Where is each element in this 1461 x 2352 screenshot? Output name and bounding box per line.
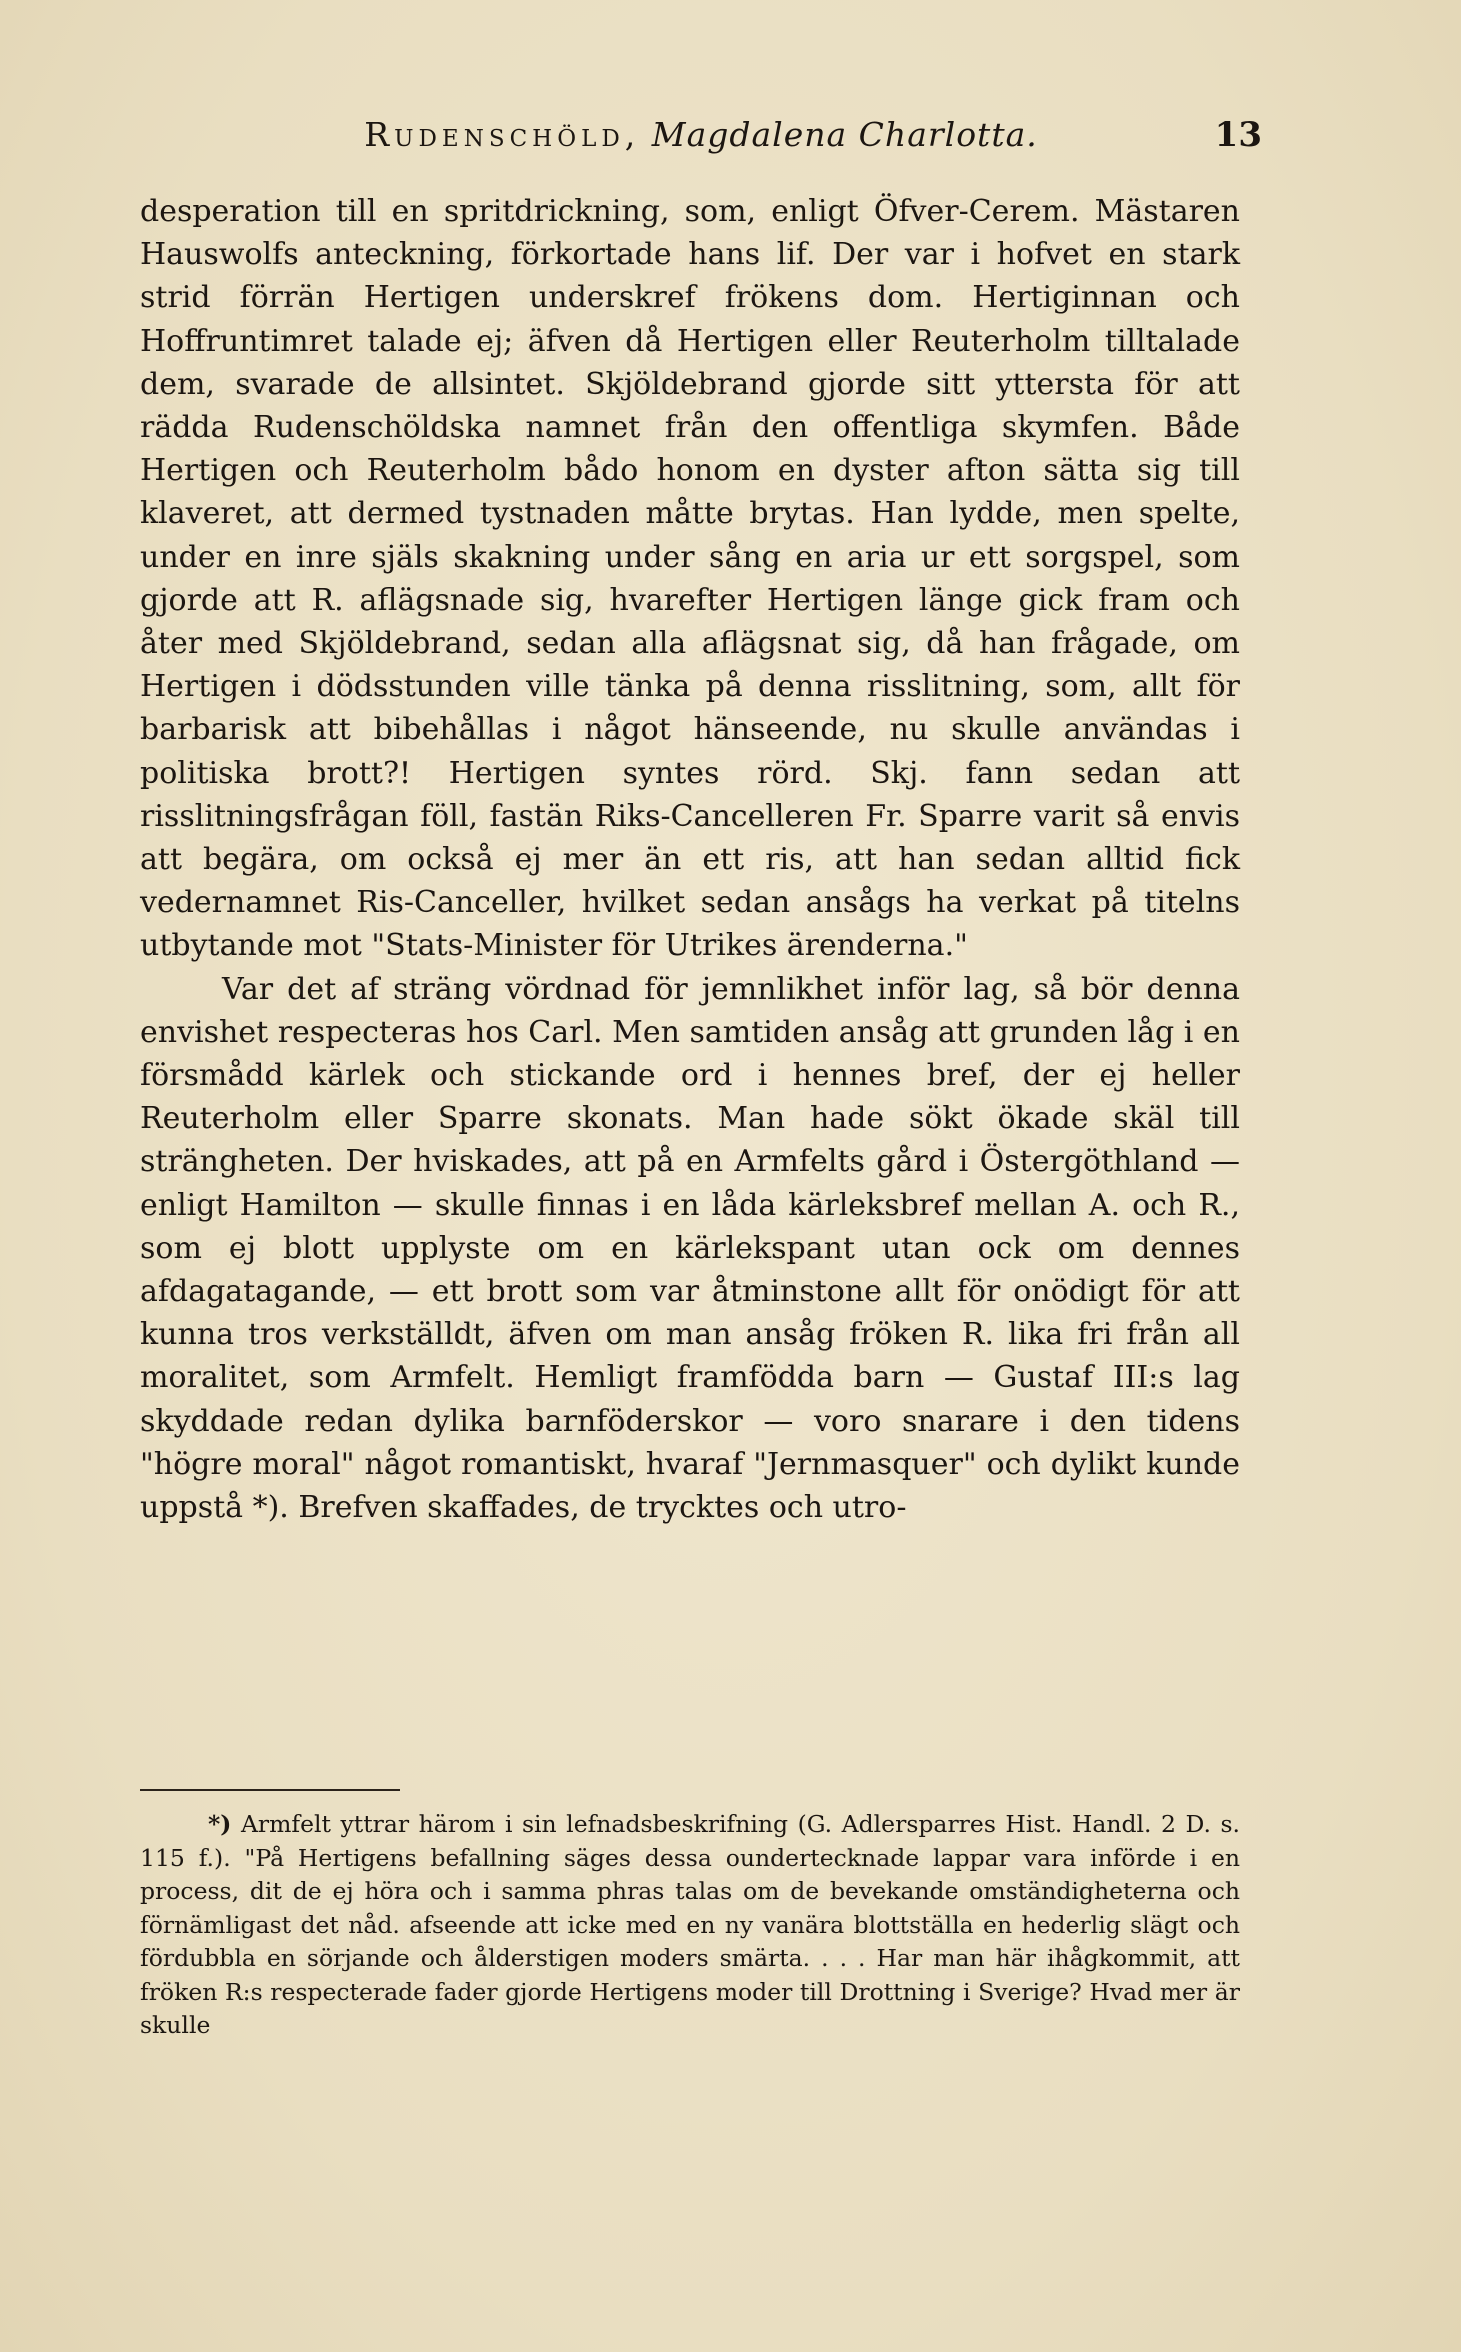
running-head-given-name: Magdalena Charlotta. (651, 115, 1038, 154)
body-text (140, 190, 1240, 1529)
page-number: 13 (1214, 115, 1262, 155)
footnote-divider (140, 1789, 400, 1791)
page-header (140, 115, 1262, 171)
running-head (140, 115, 1262, 154)
footnote-text: Armfelt yttrar härom i sin lefnadsbeskrifning (G. Adlersparres Hist. Handl. 2 D. s. 115 f.). "På Hertigens befallning säges dessa oundertecknade lappar vara införde i en process, dit de ej höra och i samma phras talas om de bevekande omständigheterna och förnämligast det nåd. afseende att icke med en ny vanära blottställa en hederlig slägt och fördubbla en sörjande och ålderstigen moders smärta. . . . Har man här ihågkommit, att fröken R:s respecterade fader gjorde Hertigens moder till Drottning i Sverige? Hvad mer är skulle (140, 1810, 1240, 2039)
body-paragraph-2: Var det af sträng vördnad för jemnlikhet inför lag, så bör denna envishet respecteras hos Carl. Men samtiden ansåg att grunden låg i en försmådd kärlek och stickande ord i hennes bref, der ej heller Reuterholm eller Sparre skonats. Man hade sökt ökade skäl till strängheten. Der hviskades, att på en Armfelts gård i Östergöthland — enligt Hamilton — skulle finnas i en låda kärleksbref mellan A. och R., som ej blott upplyste om en kärlekspant utan ock om dennes afdagatagande, — ett brott som var åtminstone allt för onödigt för att kunna tros verkställdt, äfven om man ansåg fröken R. lika fri från all moralitet, som Armfelt. Hemligt framfödda barn — Gustaf III:s lag skyddade redan dylika barnföderskor — voro snarare i den tidens "högre moral" något romantiskt, hvaraf "Jernmasquer" och dylikt kunde uppstå *). Brefven skaffades, de trycktes och utro- (140, 971, 1240, 1526)
footnote-marker: *) (208, 1810, 232, 1838)
footnote (140, 1808, 1240, 2043)
body-paragraph-1: desperation till en spritdrickning, som, enligt Öfver-Cerem. Mästaren Hauswolfs anteckning, förkortade hans lif. Der var i hofvet en stark strid förrän Hertigen underskref frökens dom. Hertiginnan och Hoffruntimret talade ej; äfven då Hertigen eller Reuterholm tilltalade dem, svarade de allsintet. Skjöldebrand gjorde sitt yttersta för att rädda Rudenschöldska namnet från den offentliga skymfen. Både Hertigen och Reuterholm bådo honom en dyster afton sätta sig till klaveret, att dermed tystnaden måtte brytas. Han lydde, men spelte, under en inre själs skakning under sång en aria ur ett sorgspel, som gjorde att R. aflägsnade sig, hvarefter Hertigen länge gick fram och åter med Skjöldebrand, sedan alla aflägsnat sig, då han frågade, om Hertigen i dödsstunden ville tänka på denna risslitning, som, allt för barbarisk att bibehållas i något hänseende, nu skulle användas i politiska brott?! Hertigen syntes rörd. Skj. fann sedan att risslitningsfrågan föll, fastän Riks-Cancelleren Fr. Sparre varit så envis att begära, om också ej mer än ett ris, att han sedan alltid fick vedernamnet Ris-Canceller, hvilket sedan ansågs ha verkat på titelns utbytande mot "Stats-Minister för Utrikes ärenderna." (140, 194, 1240, 964)
running-head-surname: Rudenschöld, (364, 115, 641, 154)
